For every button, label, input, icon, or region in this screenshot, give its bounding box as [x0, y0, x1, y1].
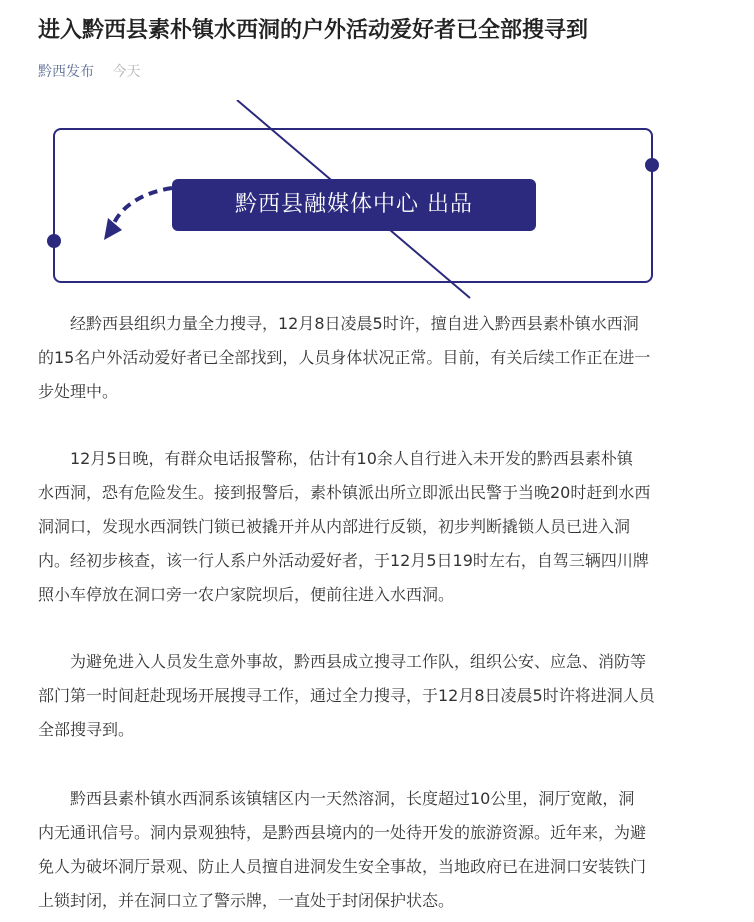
curved-arrow-icon — [112, 188, 172, 228]
banner-dot-right — [645, 158, 659, 172]
paragraph-line: 水西洞，恐有危险发生。接到报警后，素朴镇派出所立即派出民警于当晚20时赶到水西 — [38, 483, 651, 502]
paragraph-line: 洞洞口，发现水西洞铁门锁已被撬开并从内部进行反锁，初步判断撬锁人员已进入洞 — [38, 517, 631, 536]
banner-dot-left — [47, 234, 61, 248]
paragraph-4 — [38, 782, 718, 918]
article-title: 进入黔西县素朴镇水西洞的户外活动爱好者已全部搜寻到 — [38, 18, 589, 43]
source-account-link[interactable]: 黔西发布 — [38, 64, 94, 80]
paragraph-line: 免人为破坏洞厅景观、防止人员擅自进洞发生安全事故，当地政府已在进洞口安装铁门 — [38, 857, 647, 876]
paragraph-line: 12月5日晚，有群众电话报警称，估计有10余人自行进入未开发的黔西县素朴镇 — [38, 449, 633, 468]
banner-label: 黔西县融媒体中心 出品 — [235, 192, 473, 217]
paragraph-line: 部门第一时间赶赴现场开展搜寻工作，通过全力搜寻，于12月8日凌晨5时许将进洞人员 — [38, 686, 655, 705]
paragraph-line: 为避免进入人员发生意外事故，黔西县成立搜寻工作队，组织公安、应急、消防等 — [38, 652, 647, 671]
paragraph-1 — [38, 307, 718, 409]
paragraph-line: 的15名户外活动爱好者已全部找到，人员身体状况正常。目前，有关后续工作正在进一 — [38, 348, 651, 367]
paragraph-line: 内无通讯信号。洞内景观独特，是黔西县境内的一处待开发的旅游资源。近年来，为避 — [38, 823, 647, 842]
arrow-head-icon — [104, 218, 122, 240]
banner-image — [0, 100, 754, 300]
paragraph-line: 步处理中。 — [38, 382, 119, 401]
paragraph-line: 黔西县素朴镇水西洞系该镇辖区内一天然溶洞，长度超过10公里，洞厅宽敞，洞 — [38, 789, 635, 808]
paragraph-3 — [38, 645, 718, 747]
article-meta — [38, 62, 140, 82]
paragraph-line: 全部搜寻到。 — [38, 720, 135, 739]
paragraph-line: 经黔西县组织力量全力搜寻，12月8日凌晨5时许，擅自进入黔西县素朴镇水西洞 — [38, 314, 639, 333]
paragraph-line: 上锁封闭，并在洞口立了警示牌，一直处于封闭保护状态。 — [38, 891, 455, 910]
paragraph-2 — [38, 442, 718, 612]
paragraph-line: 照小车停放在洞口旁一农户家院坝后，便前往进入水西洞。 — [38, 585, 455, 604]
publish-date: 今天 — [112, 64, 141, 80]
paragraph-line: 内。经初步核查，该一行人系户外活动爱好者，于12月5日19时左右，自驾三辆四川牌 — [38, 551, 649, 570]
